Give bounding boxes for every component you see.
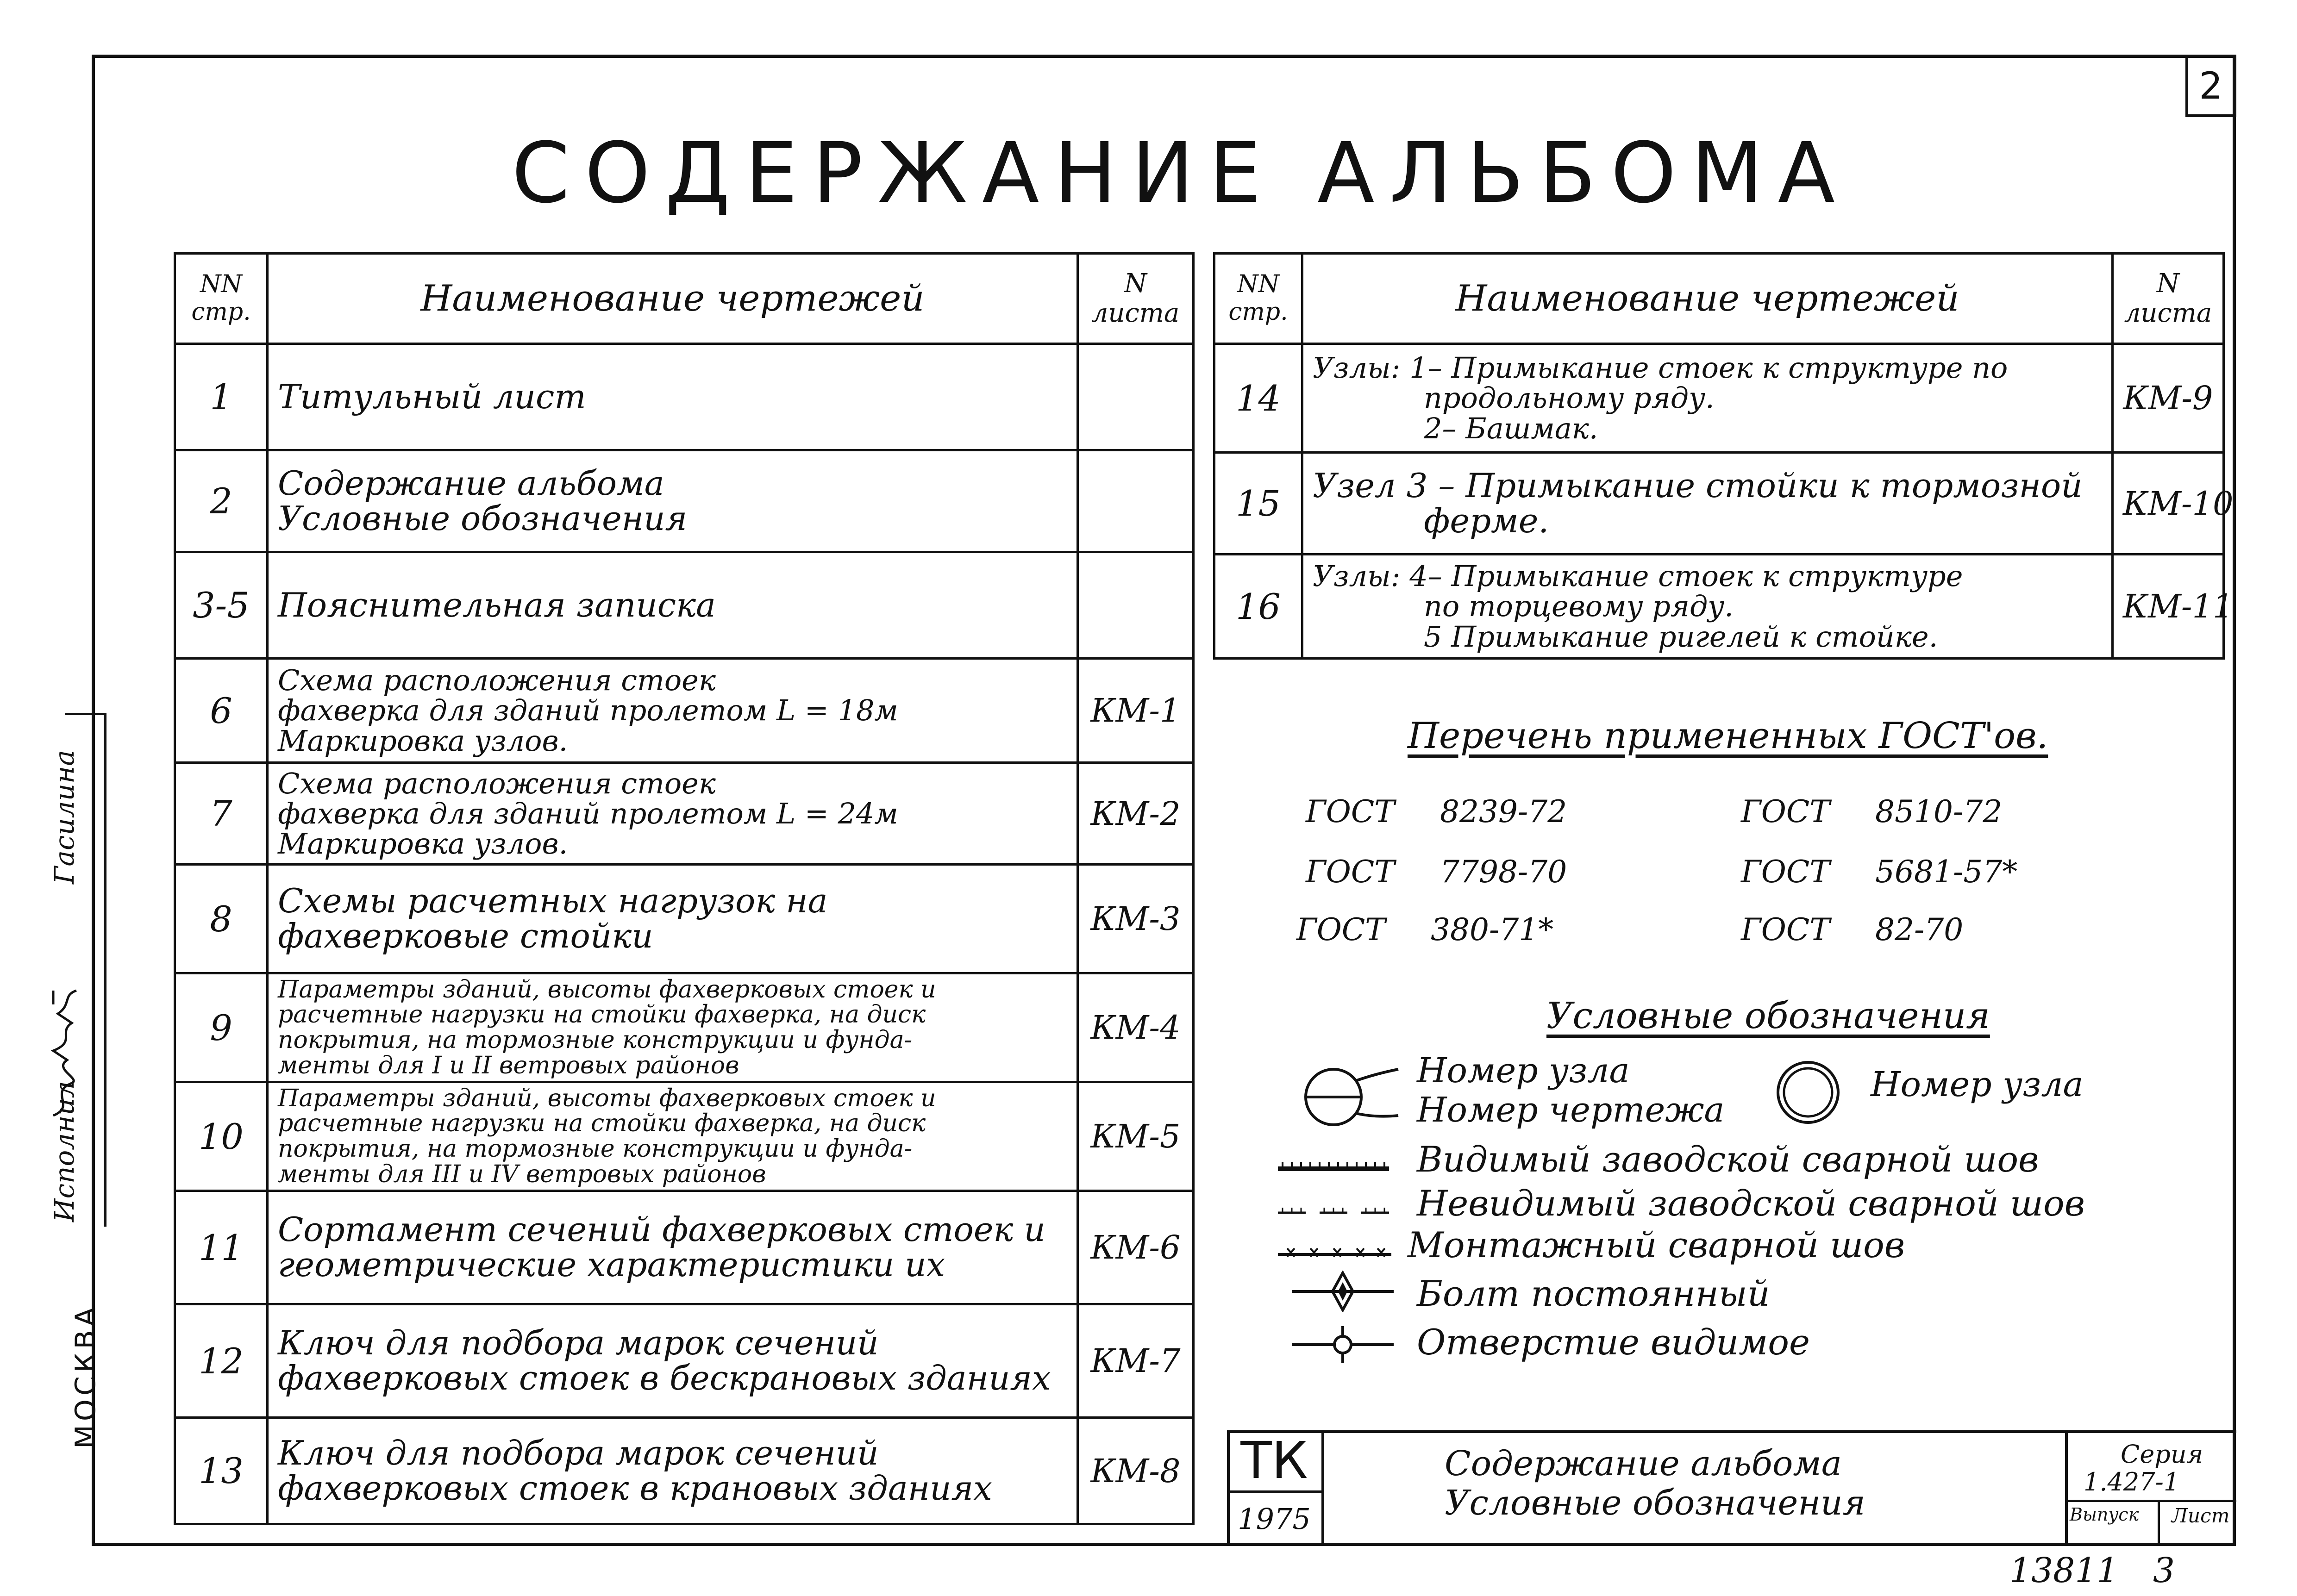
drawing-name-line: Титульный лист — [278, 377, 586, 416]
sheet-cell: КМ-4 — [1078, 973, 1194, 1082]
page-number-cell: 8 — [175, 865, 268, 973]
page-number-cell: 13 — [175, 1418, 268, 1524]
sheet-cell: КМ-5 — [1078, 1082, 1194, 1191]
series-label: Серия — [2121, 1440, 2203, 1469]
page-number-cell: 14 — [1214, 344, 1302, 453]
legend-label: Невидимый заводской сварной шов — [1417, 1183, 2085, 1224]
drawing-name-cell — [268, 659, 1078, 763]
drawing-name-line: Условные обозначения — [278, 499, 688, 538]
page-number-cell: 11 — [175, 1191, 268, 1304]
contents-table-right — [1213, 252, 2234, 660]
sheet-cell: КМ-2 — [1078, 763, 1194, 865]
table-row — [175, 344, 1194, 450]
divider — [2158, 1500, 2160, 1546]
drawing-name-cell — [268, 865, 1078, 973]
table-row — [1214, 453, 2224, 555]
drawing-name-cell — [268, 450, 1078, 552]
drawing-name-line: Узлы: 1– Примыкание стоек к структуре по — [1313, 351, 2008, 385]
legend-label: Болт постоянный — [1417, 1273, 1770, 1314]
sheet-cell — [1078, 552, 1194, 659]
drawing-name-line: фахверка для зданий пролетом L = 24м — [278, 796, 898, 830]
page-number-cell: 12 — [175, 1304, 268, 1418]
drawing-name-cell — [268, 552, 1078, 659]
sheet-cell: КМ-6 — [1078, 1191, 1194, 1304]
gost-list-title: Перечень примененных ГОСТ'ов. — [1408, 715, 2048, 757]
table-row — [175, 1082, 1194, 1191]
drawing-name-cell — [1302, 344, 2113, 453]
drawing-name-cell — [268, 1082, 1078, 1191]
issue-label: Выпуск — [2070, 1504, 2139, 1525]
legend-label: Монтажный сварной шов — [1408, 1224, 1905, 1266]
page-title: СОДЕРЖАНИЕ АЛЬБОМА — [512, 125, 1850, 222]
legend-label: Отверстие видимое — [1417, 1322, 1810, 1363]
page-number: 3 — [2153, 1551, 2175, 1590]
drawing-name-line: продольному ряду. — [1424, 381, 1715, 415]
gost-item: ГОСТ 7798-70 — [1306, 854, 1567, 890]
sheet-number: 2 — [2185, 55, 2236, 117]
drawing-name-line: геометрические характеристики их — [278, 1245, 945, 1284]
page-number-cell: 15 — [1214, 453, 1302, 555]
drawing-name-cell — [268, 973, 1078, 1082]
legend-label: Видимый заводской сварной шов — [1417, 1139, 2039, 1180]
table-row — [175, 659, 1194, 763]
drawing-name-cell — [268, 344, 1078, 450]
table-row — [175, 1304, 1194, 1418]
drawing-name-line: фахверковых стоек в крановых зданиях — [278, 1468, 992, 1508]
page-number-cell: 16 — [1214, 555, 1302, 659]
sheet-label: Лист — [2172, 1504, 2230, 1527]
drawing-name-cell — [1302, 453, 2113, 555]
org-code: ТК — [1227, 1430, 1321, 1493]
table-row — [175, 763, 1194, 865]
gost-item: ГОСТ 8239-72 — [1306, 794, 1567, 829]
drawing-name-line: Узлы: 4– Примыкание стоек к структуре — [1313, 559, 1963, 593]
drawing-name-line: Параметры зданий, высоты фахверковых стоек и — [278, 975, 936, 1004]
drawing-name-line: Маркировка узлов. — [278, 827, 568, 861]
drawing-name-line: Узел 3 – Примыкание стойки к тормозной — [1313, 466, 2083, 505]
table-row — [175, 1191, 1194, 1304]
drawing-name-line: Схема расположения стоек — [278, 663, 716, 698]
table-row — [1214, 344, 2224, 453]
signature-icon — [44, 986, 86, 1125]
table-row — [175, 450, 1194, 552]
gost-item: ГОСТ 8510-72 — [1741, 794, 2003, 829]
sheet-cell: КМ-11 — [2113, 555, 2224, 659]
table-row — [175, 973, 1194, 1082]
drawing-name-line: Ключ для подбора марок сечений — [278, 1323, 879, 1363]
sheet-cell — [1078, 344, 1194, 450]
node-callout-icon — [1301, 1060, 1403, 1134]
drawing-name-line: Параметры зданий, высоты фахверковых стоек и — [278, 1084, 936, 1112]
table-header — [1214, 254, 2224, 344]
drawing-name-line: расчетные нагрузки на стойки фахверка, на диск — [278, 1110, 926, 1138]
drawing-name-cell — [268, 763, 1078, 865]
drawing-name-line: менты для I и II ветровых районов — [278, 1051, 739, 1079]
page-number-cell: 6 — [175, 659, 268, 763]
page-number-cell: 10 — [175, 1082, 268, 1191]
archive-number: 13811 — [2009, 1551, 2119, 1590]
sheet-cell — [1078, 450, 1194, 552]
sheet-cell: КМ-1 — [1078, 659, 1194, 763]
page-number-cell: 7 — [175, 763, 268, 865]
year: 1975 — [1238, 1502, 1311, 1536]
sheet-cell: КМ-10 — [2113, 453, 2224, 555]
sheet-cell: КМ-8 — [1078, 1418, 1194, 1524]
header-num: NN стр. — [1214, 254, 1302, 344]
table-row — [175, 552, 1194, 659]
drawing-name-line: Схемы расчетных нагрузок на — [278, 881, 828, 921]
legend-node-circle: Номер узла — [1871, 1065, 2084, 1104]
legend-drawing-number: Номер чертежа — [1417, 1090, 1725, 1130]
org-box — [1227, 1430, 1324, 1546]
visible-factory-weld-icon — [1278, 1157, 1394, 1176]
legend-title: Условные обозначения — [1546, 995, 1990, 1037]
drawing-name-line: менты для III и IV ветровых районов — [278, 1160, 766, 1188]
node-circle-icon — [1773, 1058, 1843, 1127]
sheet-cell: КМ-7 — [1078, 1304, 1194, 1418]
drawing-name-cell — [268, 1418, 1078, 1524]
site-weld-icon — [1278, 1243, 1394, 1261]
table-header — [175, 254, 1194, 344]
executor-label: Исполнил — [49, 1081, 80, 1222]
drawing-name-line: Схема расположения стоек — [278, 766, 716, 800]
drawing-name-line: покрытия, на тормозные конструкции и фунда- — [278, 1135, 913, 1163]
page-number-cell: 3-5 — [175, 552, 268, 659]
page-number-cell: 9 — [175, 973, 268, 1082]
city-label: МОСКВА — [69, 1303, 102, 1449]
header-name: Наименование чертежей — [1302, 254, 2113, 344]
contents-table-left — [174, 252, 1195, 1525]
drawing-name-line: Пояснительная записка — [278, 585, 716, 624]
header-name: Наименование чертежей — [268, 254, 1078, 344]
header-num: NN стр. — [175, 254, 268, 344]
header-sheet: N листа — [2113, 254, 2224, 344]
drawing-name-line: фахверка для зданий пролетом L = 18м — [278, 693, 898, 728]
divider — [2065, 1500, 2236, 1502]
legend-node-number: Номер узла — [1417, 1051, 1630, 1091]
sheet-cell: КМ-9 — [2113, 344, 2224, 453]
executor-name: Гасилина — [49, 750, 80, 884]
drawing-name-cell — [268, 1304, 1078, 1418]
table-row — [175, 865, 1194, 973]
visible-hole-icon — [1292, 1324, 1394, 1365]
drawing-name-cell — [268, 1191, 1078, 1304]
drawing-name-line: ферме. — [1424, 501, 1549, 540]
sheet-cell: КМ-3 — [1078, 865, 1194, 973]
hidden-factory-weld-icon — [1278, 1201, 1394, 1220]
gost-item: ГОСТ 82-70 — [1741, 912, 1964, 948]
table-row — [175, 1418, 1194, 1524]
page-number-cell: 2 — [175, 450, 268, 552]
drawing-name-line: Сортамент сечений фахверковых стоек и — [278, 1210, 1045, 1249]
drawing-name-line: по торцевому ряду. — [1424, 589, 1734, 623]
permanent-bolt-icon — [1292, 1271, 1394, 1312]
drawing-name-line: покрытия, на тормозные конструкции и фунда- — [278, 1026, 913, 1054]
table-row — [1214, 555, 2224, 659]
drawing-name-line: 2– Башмак. — [1424, 411, 1598, 445]
drawing-name-line: фахверковые стойки — [278, 916, 653, 955]
stamp-title: Содержание альбома Условные обозначения — [1445, 1444, 1865, 1523]
drawing-name-cell — [1302, 555, 2113, 659]
drawing-name-line: Содержание альбома — [278, 463, 664, 503]
header-sheet: N листа — [1078, 254, 1194, 344]
drawing-name-line: 5 Примыкание ригелей к стойке. — [1424, 619, 1938, 654]
drawing-name-line: Ключ для подбора марок сечений — [278, 1433, 879, 1472]
drawing-name-line: фахверковых стоек в бескрановых зданиях — [278, 1359, 1051, 1397]
drawing-name-line: расчетные нагрузки на стойки фахверка, на диск — [278, 1001, 926, 1029]
gost-item: ГОСТ 380-71* — [1296, 912, 1554, 948]
series-value: 1.427-1 — [2084, 1467, 2180, 1496]
drawing-name-line: Маркировка узлов. — [278, 723, 568, 758]
page-number-cell: 1 — [175, 344, 268, 450]
gost-item: ГОСТ 5681-57* — [1741, 854, 2018, 890]
